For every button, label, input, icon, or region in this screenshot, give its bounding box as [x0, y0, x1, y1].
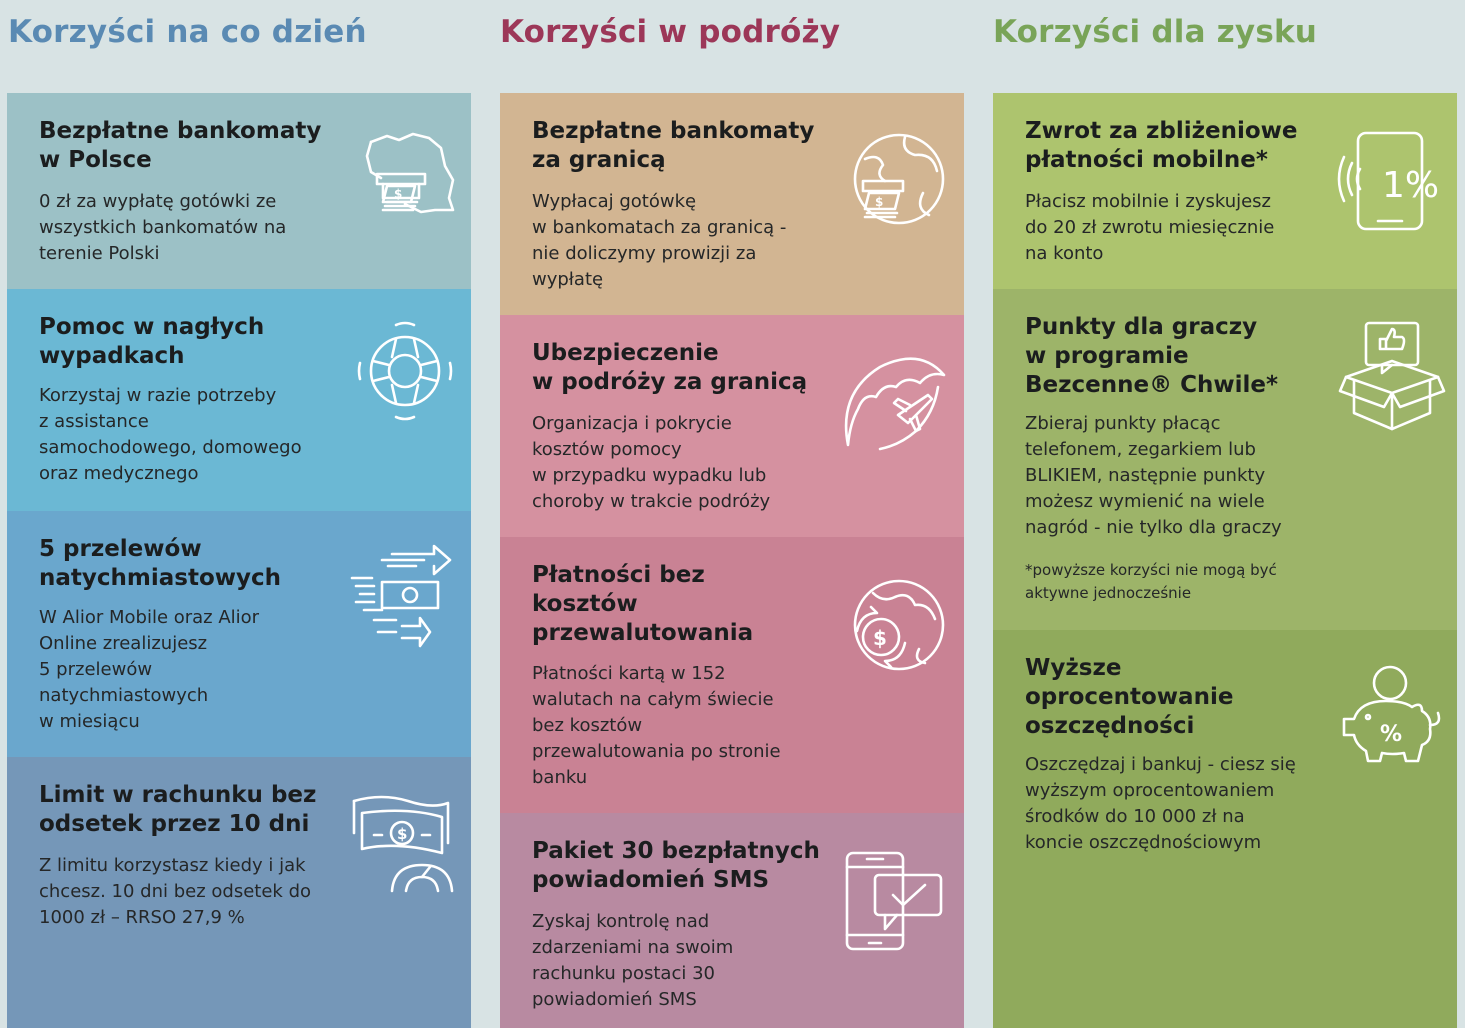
- card-title: Pakiet 30 bezpłatnych powiadomień SMS: [532, 838, 820, 893]
- svg-text:$: $: [875, 195, 884, 209]
- card-description: Płacisz mobilnie i zyskujesz do 20 zł zwrotu miesięcznie na konto: [1025, 191, 1275, 264]
- svg-text:$: $: [873, 626, 887, 650]
- card-travel-insurance: [500, 315, 964, 537]
- card-interest-free-limit: [7, 757, 471, 1028]
- svg-text:1%: 1%: [1382, 165, 1440, 206]
- column-title-daily: Korzyści na co dzień: [8, 14, 367, 50]
- column-daily: [7, 93, 471, 1028]
- card-footnote: *powyższe korzyści nie mogą być aktywne jednocześnie: [1025, 561, 1277, 602]
- card-instant-transfers: [7, 511, 471, 757]
- card-mobile-cashback: [993, 93, 1457, 289]
- globe-currency-icon: [843, 575, 953, 685]
- card-description: Organizacja i pokrycie kosztów pomocy w przypadku wypadku lub choroby w trakcie podróży: [532, 413, 771, 512]
- card-no-conversion-fees: [500, 537, 964, 813]
- card-description: Zbieraj punkty płacąc telefonem, zegarkiem lub BLIKIEM, następnie punkty możesz wymienić na wiele nagród - nie tylko dla graczy: [1025, 413, 1282, 538]
- card-description: Oszczędzaj i bankuj - ciesz się wyższym oprocentowaniem środków do 10 000 zł na koncie oszczędnościowym: [1025, 754, 1296, 853]
- card-title: 5 przelewów natychmiastowych: [39, 536, 281, 591]
- globe-atm-icon: [845, 131, 955, 241]
- column-title-profit: Korzyści dla zysku: [993, 14, 1318, 50]
- card-higher-savings-interest: [993, 630, 1457, 1028]
- card-title: Bezpłatne bankomaty w Polsce: [39, 118, 322, 173]
- card-emergency-help: [7, 289, 471, 511]
- card-title: Wyższe oprocentowanie oszczędności: [1025, 655, 1234, 739]
- column-travel: [500, 93, 964, 1028]
- poland-map-atm-icon: [357, 128, 467, 238]
- card-description: Z limitu korzystasz kiedy i jak chcesz. 10 dni bez odsetek do 1000 zł – RRSO 27,9 %: [39, 855, 312, 928]
- piggy-bank-icon: [1338, 665, 1448, 775]
- fast-transfer-icon: [352, 546, 462, 656]
- svg-text:$: $: [397, 825, 408, 843]
- card-gamer-points: [993, 289, 1457, 630]
- svg-text:$: $: [394, 187, 403, 201]
- card-description: W Alior Mobile oraz Alior Online zrealizujesz 5 przelewów natychmiastowych w miesiącu: [39, 607, 260, 732]
- card-free-atm-poland: [7, 93, 471, 289]
- money-gauge-icon: [352, 795, 462, 905]
- card-description: Zyskaj kontrolę nad zdarzeniami na swoim rachunku postaci 30 powiadomień SMS: [532, 911, 734, 1010]
- card-title: Płatności bez kosztów przewalutowania: [532, 562, 754, 646]
- card-title: Ubezpieczenie w podróży za granicą: [532, 340, 808, 395]
- card-description: 0 zł za wypłatę gotówki ze wszystkich bankomatów na terenie Polski: [39, 191, 287, 264]
- contactless-phone-icon: [1338, 131, 1448, 241]
- phone-message-icon: [845, 851, 955, 961]
- umbrella-plane-icon: [840, 353, 950, 463]
- card-free-atm-abroad: [500, 93, 964, 315]
- card-title: Punkty dla graczy w programie Bezcenne® Chwile*: [1025, 314, 1278, 398]
- card-title: Pomoc w nagłych wypadkach: [39, 314, 265, 369]
- card-title: Limit w rachunku bez odsetek przez 10 dni: [39, 782, 317, 837]
- column-profit: [993, 93, 1457, 1028]
- lifebuoy-icon: [352, 321, 462, 431]
- card-description: Płatności kartą w 152 walutach na całym świecie bez kosztów przewalutowania po stronie banku: [532, 663, 781, 788]
- card-description: Korzystaj w razie potrzeby z assistance samochodowego, domowego oraz medycznego: [39, 385, 302, 484]
- reward-box-icon: [1338, 321, 1448, 431]
- card-title: Bezpłatne bankomaty za granicą: [532, 118, 815, 173]
- card-sms-package: [500, 813, 964, 1028]
- column-title-travel: Korzyści w podróży: [500, 14, 841, 50]
- svg-text:%: %: [1380, 722, 1403, 747]
- card-description: Wypłacaj gotówkę w bankomatach za granicą - nie doliczymy prowizji za wypłatę: [532, 191, 787, 290]
- card-title: Zwrot za zbliżeniowe płatności mobilne*: [1025, 118, 1298, 173]
